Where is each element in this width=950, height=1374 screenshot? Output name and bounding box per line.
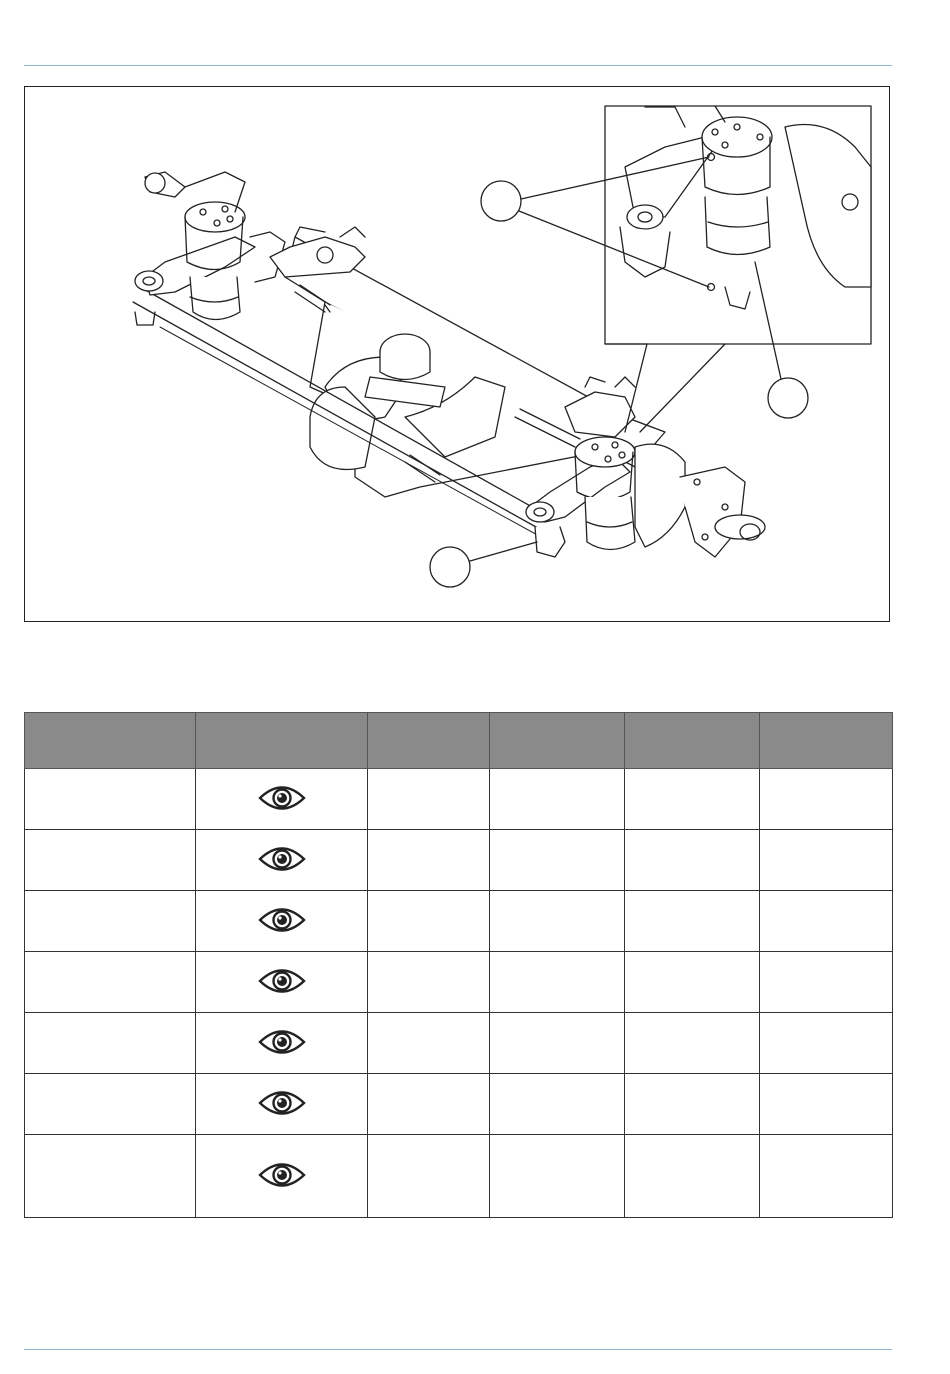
callout-3: [430, 547, 470, 587]
table-cell: [368, 830, 490, 891]
table-cell: [760, 891, 893, 952]
table-cell: [625, 891, 760, 952]
table-cell: [25, 1013, 196, 1074]
table-cell: [760, 1074, 893, 1135]
icon-cell: [196, 1135, 368, 1218]
table-cell: [25, 891, 196, 952]
table-cell: [625, 1074, 760, 1135]
header-cell: [490, 713, 625, 769]
eye-icon[interactable]: [258, 966, 306, 996]
header-cell: [196, 713, 368, 769]
table-cell: [25, 1074, 196, 1135]
table-cell: [490, 830, 625, 891]
table-cell: [490, 952, 625, 1013]
table-row: [25, 952, 893, 1013]
footer-rule: [24, 1349, 892, 1350]
data-table: [24, 712, 893, 1218]
table-row: [25, 1074, 893, 1135]
table-cell: [368, 1013, 490, 1074]
table-cell: [625, 952, 760, 1013]
eye-icon[interactable]: [258, 844, 306, 874]
table-row: [25, 1135, 893, 1218]
table-cell: [368, 891, 490, 952]
header-cell: [25, 713, 196, 769]
icon-cell: [196, 1074, 368, 1135]
table-row: [25, 891, 893, 952]
table-row: [25, 1013, 893, 1074]
table-cell: [490, 1074, 625, 1135]
axle-figure: [24, 86, 890, 622]
table-cell: [760, 1013, 893, 1074]
table-cell: [25, 769, 196, 830]
table-cell: [368, 952, 490, 1013]
table-cell: [490, 1013, 625, 1074]
table-cell: [625, 1135, 760, 1218]
table-cell: [490, 769, 625, 830]
table-header: [25, 713, 893, 769]
table-cell: [625, 830, 760, 891]
table-cell: [760, 952, 893, 1013]
table-cell: [25, 952, 196, 1013]
eye-icon[interactable]: [258, 1088, 306, 1118]
eye-icon[interactable]: [258, 905, 306, 935]
table-cell: [368, 1074, 490, 1135]
header-cell: [625, 713, 760, 769]
icon-cell: [196, 952, 368, 1013]
table-cell: [25, 1135, 196, 1218]
axle-assembly-drawing: [25, 87, 891, 623]
icon-cell: [196, 830, 368, 891]
table-cell: [368, 769, 490, 830]
icon-cell: [196, 1013, 368, 1074]
table-cell: [625, 1013, 760, 1074]
header-cell: [368, 713, 490, 769]
table-cell: [760, 769, 893, 830]
callout-2: [768, 378, 808, 418]
callout-1: [481, 181, 521, 221]
table-cell: [490, 891, 625, 952]
table-cell: [25, 830, 196, 891]
table-cell: [760, 830, 893, 891]
icon-cell: [196, 891, 368, 952]
table-cell: [625, 769, 760, 830]
table-row: [25, 769, 893, 830]
eye-icon[interactable]: [258, 1160, 306, 1190]
icon-cell: [196, 769, 368, 830]
table-cell: [760, 1135, 893, 1218]
table-cell: [368, 1135, 490, 1218]
header-rule: [24, 65, 892, 66]
header-cell: [760, 713, 893, 769]
eye-icon[interactable]: [258, 1027, 306, 1057]
table-cell: [490, 1135, 625, 1218]
eye-icon[interactable]: [258, 783, 306, 813]
table-row: [25, 830, 893, 891]
